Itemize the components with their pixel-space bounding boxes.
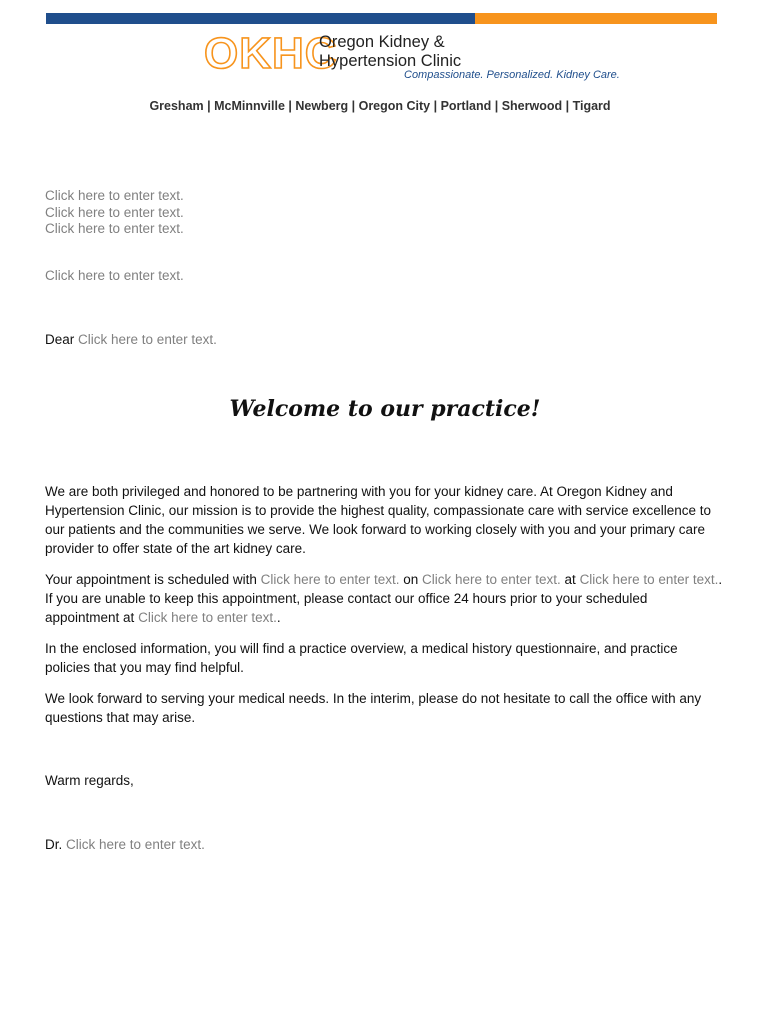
doctor-name-field[interactable]: Click here to enter text. [66,837,205,852]
address-line-1-field[interactable]: Click here to enter text. [45,188,184,203]
warm-regards: Warm regards, [45,773,134,788]
welcome-title: Welcome to our practice! [229,396,541,422]
appointment-text-1: Your appointment is scheduled with [45,572,261,587]
date-field[interactable]: Click here to enter text. [45,268,184,283]
header-bar-blue [46,13,475,24]
appointment-date-field[interactable]: Click here to enter text. [421,572,561,587]
clinic-logo [204,30,644,90]
clinic-name-line1: Oregon Kidney & [319,33,445,51]
recipient-name-field[interactable]: Click here to enter text. [78,332,217,347]
appointment-text-4: . If you are unable to keep this appointment, please contact our office 24 hours prior to your scheduled appointment at [45,572,723,625]
appointment-text-5: . [276,610,281,625]
logo-mark: OKHC [204,29,338,78]
clinic-name-line2: Hypertension Clinic [319,52,462,70]
provider-field[interactable]: Click here to enter text. [260,572,400,587]
appointment-text-3: at [560,572,580,587]
salutation [45,332,217,349]
appointment-time-field[interactable]: Click here to enter text. [579,572,719,587]
header-color-bar [46,13,717,24]
appointment-text-2: on [399,572,422,587]
clinic-tagline: Compassionate. Personalized. Kidney Care. [404,69,620,81]
recipient-address [45,188,184,238]
clinic-name [319,33,461,71]
locations-line: Gresham | McMinnville | Newberg | Oregon City | Portland | Sherwood | Tigard [149,99,611,113]
address-line-2-field[interactable]: Click here to enter text. [45,204,184,220]
office-phone-field[interactable]: Click here to enter text. [138,610,277,625]
paragraph-enclosed: In the enclosed information, you will find a practice overview, a medical history questionnaire, and practice policies that you may find helpful. [45,641,678,675]
dr-prefix: Dr. [45,837,63,852]
letter-body [45,482,725,739]
paragraph-intro: We are both privileged and honored to be partnering with you for your kidney care. At Oregon Kidney and Hypertension Clinic, our mission is to provide the highest quality, compassionate care with service excellence to our patients and the communities we serve. We look forward to working closely with you and your primary care provider to offer state of the art kidney care. [45,484,712,556]
header-bar-orange [475,13,717,24]
salutation-dear: Dear [45,332,75,347]
paragraph-closing: We look forward to serving your medical needs. In the interim, please do not hesitate to call the office with any questions that may arise. [45,691,702,725]
signature-line [45,837,205,854]
address-line-3-field[interactable]: Click here to enter text. [45,221,184,236]
paragraph-appointment [45,570,725,627]
